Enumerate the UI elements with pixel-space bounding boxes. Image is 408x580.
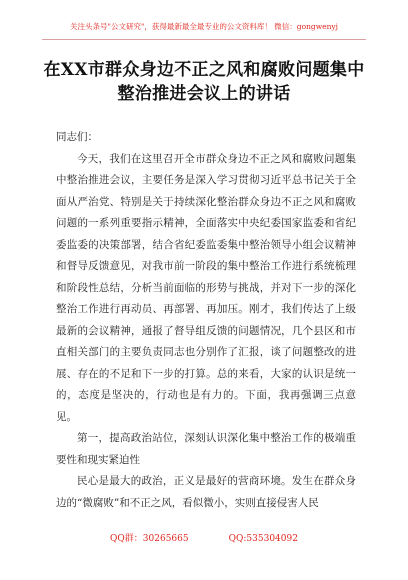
qq-group-contact: QQ群：30265665 [110, 534, 189, 544]
qq-contact: QQ:535304092 [228, 534, 298, 544]
header-banner: 关注头条号"公文研究"，获得最新最全最专业的公文资料库！ 微信：gongwenyj [70, 22, 338, 31]
paragraph: 今天，我们在这里召开全市群众身边不正之风和腐败问题集中整治推进会议，主要任务是深入学习贯彻习近平总书记关于全面从严治党、特别是关于持续深化整治群众身边不正之风和腐败问题的一系列重要指示精神，全面落实中央纪委国家监委和省纪委监委的决策部署，结合省纪委监委集中整治领导小组会议精神和督导反馈意见，对我市前一阶段的集中整治工作进行系统梳理和阶段性总结，分析当前面临的形势与挑战，并对下一步的深化整治工作进行再动员、再部署、再加压。刚才，我们传达了上级最新的会议精神，通报了督导组反馈的问题情况，几个县区和市直相关部门的主要负责同志也分别作了汇报，谈了问题整改的进展、存在的不足和下一步的打算。总的来看，大家的认识是统一的，态度是坚决的，行动也是有力的。下面，我再强调三点意见。 [56, 152, 356, 423]
footer [0, 533, 408, 545]
document-title: 在XX市群众身边不正之风和腐败问题集中整治推进会议上的讲话 [43, 60, 365, 104]
salutation: 同志们： [56, 131, 98, 143]
paragraph: 民心是最大的政治，正义是最好的营商环境。发生在群众身边的“微腐败”和不正之风，看似微小，实则直接侵害人民 [56, 475, 356, 509]
section-heading: 第一，提高政治站位，深刻认识深化集中整治工作的极端重要性和现实紧迫性 [56, 432, 356, 466]
document-body [56, 127, 356, 514]
header-divider [42, 39, 366, 40]
